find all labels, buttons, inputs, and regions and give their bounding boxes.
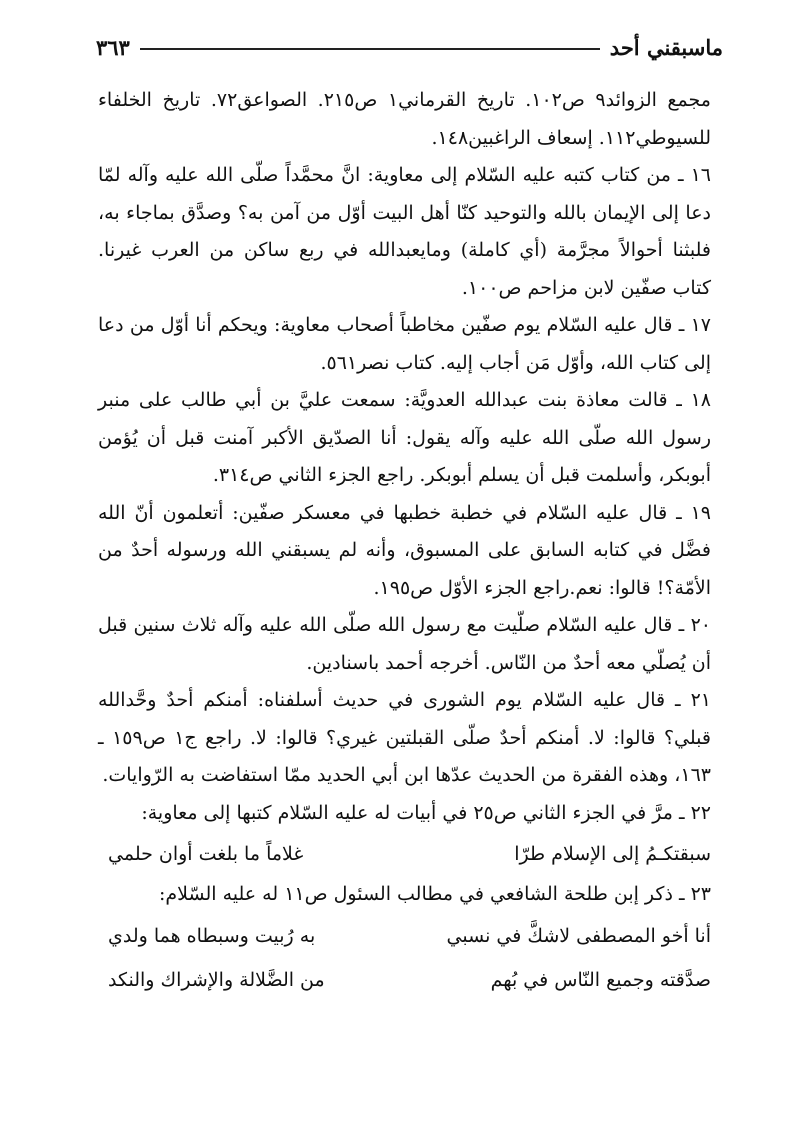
paragraph-19: ١٩ ـ قال عليه السّلام في خطبة خطبها في معسكر صفّين: أتعلمون أنّ الله فضَّل في كتابه السابق على المسبوق، وأنه لم يسبقني الله ورسوله أحدٌ من الأمّة؟! قالوا: نعم.راجع الجزء الأوّل ص١٩٥. [98, 501, 711, 599]
poem-verse [98, 832, 711, 876]
verse-second-hemistich: من الضَّلالة والإشراك والنكد [108, 968, 325, 991]
paragraph-20: ٢٠ ـ قال عليه السّلام صلّيت مع رسول الله صلّى الله عليه وآله ثلاث سنين قبل أن يُصلّي معه أحدٌ من النّاس. أخرجه أحمد باسنادين. [98, 614, 711, 674]
verse-second-hemistich: به رُبيت وسبطاه هما ولدي [108, 924, 316, 947]
verse-second-hemistich: غلاماً ما بلغت أوان حلمي [108, 843, 304, 865]
paragraph-21: ٢١ ـ قال عليه السّلام يوم الشورى في حديث أسلفناه: أمنكم أحدٌ وحَّدالله قبلي؟ قالوا: لا. أمنكم أحدٌ صلّى القبلتين غيري؟ قالوا: لا. راجع ج١ ص١٥٩ ـ ١٦٣، وهذه الفقرة من الحديث عدّها ابن أبي الحديد ممّا استفاضت به الرّوايات. [98, 689, 711, 786]
paragraph-23-intro: ٢٣ ـ ذكر إبن طلحة الشافعي في مطالب السئول ص١١ له عليه السّلام: [159, 883, 711, 905]
running-title: ماسبقني أحد [609, 34, 723, 60]
paragraph-18: ١٨ ـ قالت معاذة بنت عبدالله العدويَّة: سمعت عليَّ بن أبي طالب على منبر رسول الله صلّى الله عليه وآله يقول: أنا الصدّيق الأكبر آمنت قبل أن يُؤمن أبوبكر، وأسلمت قبل أن يسلم أبوبكر. راجع الجزء الثاني ص٣١٤. [98, 389, 711, 486]
paragraph-17: ١٧ ـ قال عليه السّلام يوم صفّين مخاطباً أصحاب معاوية: ويحكم أنا أوّل من دعا إلى كتاب الله، وأوّل مَن أجاب إليه. كتاب نصر٥٦١. [98, 314, 711, 374]
header-rule [140, 48, 600, 50]
poem-verse [98, 914, 711, 958]
page-header [96, 30, 723, 64]
paragraph-22-intro: ٢٢ ـ مرَّ في الجزء الثاني ص٢٥ في أبيات له عليه السّلام كتبها إلى معاوية: [141, 801, 711, 824]
paragraph-sources: مجمع الزوائد٩ ص١٠٢. تاريخ القرماني١ ص٢١٥. الصواعق٧٢. تاريخ الخلفاء للسيوطي١١٢. إسعاف الراغبين١٤٨. [98, 89, 711, 149]
verse-first-hemistich: سبقتكـمُ إلى الإسلام طرّا [514, 843, 711, 865]
page-body [98, 82, 711, 1002]
poem-verse [98, 958, 711, 1002]
paragraph-16: ١٦ ـ من كتاب كتبه عليه السّلام إلى معاوية: انَّ محمَّداً صلّى الله عليه وآله لمّا دعا إلى الإيمان بالله والتوحيد كنّا أهل البيت أوّل من آمن به؟ وصدَّق بماجاء به، فلبثنا أحوالاً مجرَّمة (أي كاملة) ومايعبدالله في ربع ساكن من العرب غيرنا. كتاب صفّين لابن مزاحم ص١٠٠. [98, 164, 711, 299]
verse-first-hemistich: أنا أخو المصطفى لاشكَّ في نسبي [446, 924, 711, 947]
verse-first-hemistich: صدَّقته وجميع النّاس في بُهم [490, 968, 711, 991]
page-number: ٣٦٣ [96, 34, 130, 60]
